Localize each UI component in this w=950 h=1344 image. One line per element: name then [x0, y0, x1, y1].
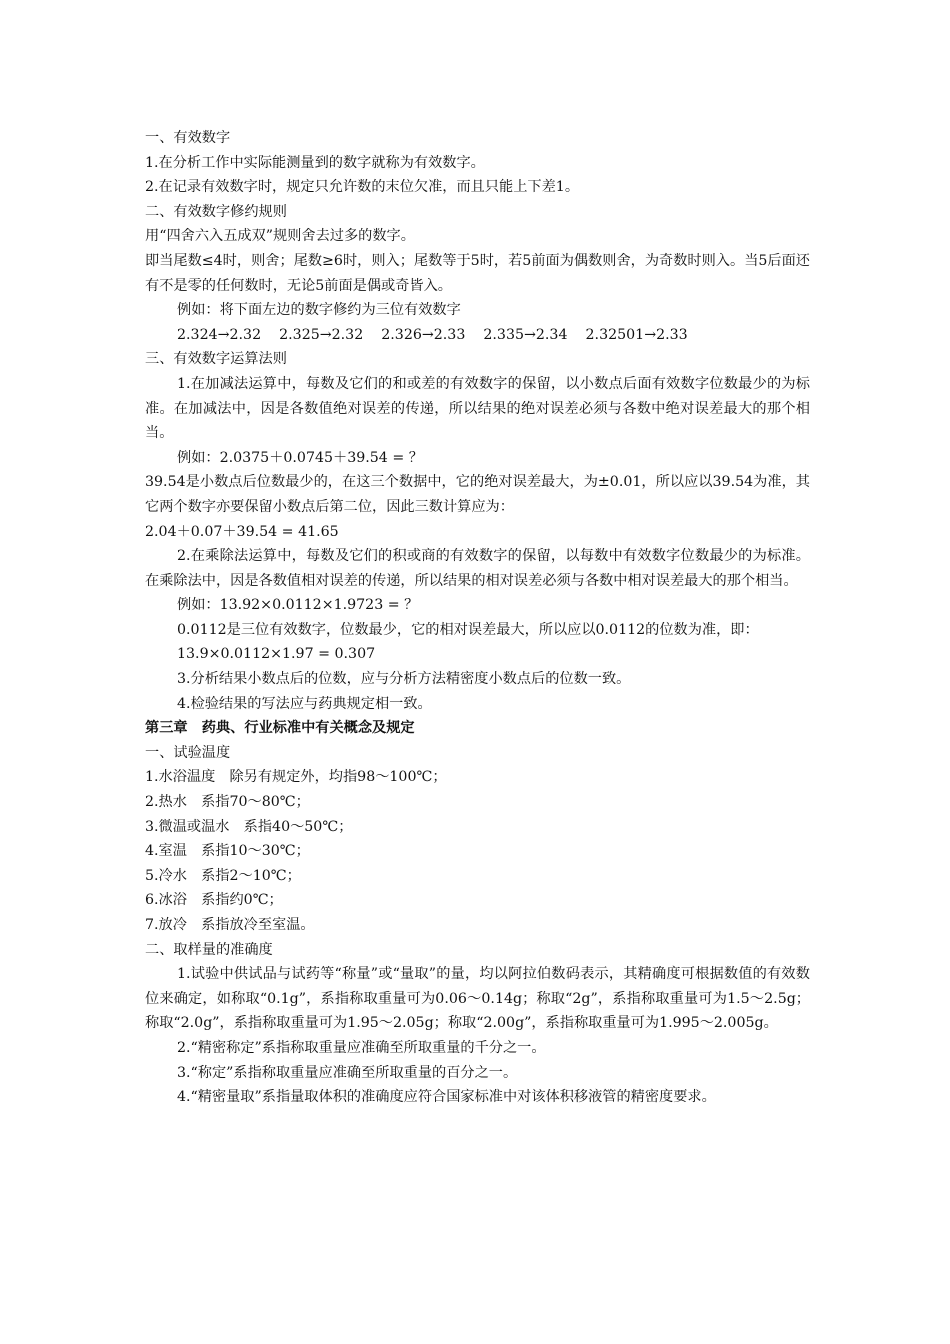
list-item: 1.水浴温度 除另有规定外，均指98～100℃； [145, 769, 447, 786]
paragraph: 2.在乘除法运算中，每数及它们的积或商的有效数字的保留，以每数中有效数字位数最少的为标准。在乘除法中，因是各数值相对误差的传递，所以结果的相对误差必须与各数中相对误差最大的那个相当。 [145, 548, 810, 589]
list-item: 6.冰浴 系指约0℃； [145, 892, 283, 909]
list-item: 3.微温或温水 系指40～50℃； [145, 818, 353, 835]
text-line: 3.分析结果小数点后的位数，应与分析方法精密度小数点后的位数一致。 [177, 671, 631, 688]
example-line: 例如：13.92×0.0112×1.9723 = ？ [177, 597, 419, 614]
section-heading: 二、取样量的准确度 [145, 941, 273, 958]
paragraph: 39.54是小数点后位数最少的，在这三个数据中，它的绝对误差最大，为±0.01，所以应以39.54为准，其它两个数字亦要保留小数点后第二位，因此三数计算应为： [145, 474, 810, 515]
chapter-title: 第三章 药典、行业标准中有关概念及规定 [145, 720, 415, 737]
paragraph: 4.“精密量取”系指量取体积的准确度应符合国家标准中对该体积移液管的精密度要求。 [177, 1089, 716, 1106]
list-item: 5.冷水 系指2～10℃； [145, 867, 301, 884]
formula-line: 13.9×0.0112×1.97 = 0.307 [177, 646, 376, 663]
text-line: 4.检验结果的写法应与药典规定相一致。 [177, 695, 432, 712]
text-line: 2.“精密称定”系指称取重量应准确至所取重量的千分之一。 [177, 1039, 546, 1056]
paragraph: 1.在加减法运算中，每数及它们的和或差的有效数字的保留，以小数点后面有效数字位数最少的为标准。在加减法中，因是各数值绝对误差的传递，所以结果的绝对误差必须与各数中绝对误差最大的那个相当。 [145, 375, 810, 442]
list-item: 2.热水 系指70～80℃； [145, 794, 310, 811]
list-item: 7.放冷 系指放冷至室温。 [145, 917, 315, 933]
list-item: 4.室温 系指10～30℃； [145, 843, 310, 860]
paragraph: 即当尾数≤4时，则舍；尾数≥6时，则入；尾数等于5时，若5前面为偶数则舍，为奇数时则入。当5后面还有不是零的任何数时，无论5前面是偶或奇皆入。 [145, 252, 810, 294]
text-line: 用“四舍六入五成双”规则舍去过多的数字。 [145, 228, 415, 245]
example-line: 例如：将下面左边的数字修约为三位有效数字 [177, 302, 461, 319]
section-heading: 三、有效数字运算法则 [145, 351, 287, 368]
section-heading: 一、试验温度 [145, 744, 231, 761]
paragraph: 1.试验中供试品与试药等“称量”或“量取”的量，均以阿拉伯数码表示，其精确度可根据数值的有效数位来确定，如称取“0.1g”，系指称取重量可为0.06～0.14g；称取“2g”，系指称取重量可为1.5～2.5g；称取“2.0g”，系指称取重量可为1.95～2.05g；称取“2.00g”，系指称取重量可为1.995～2.005g。 [145, 966, 810, 1032]
text-line: 1.在分析工作中实际能测量到的数字就称为有效数字。 [145, 154, 485, 171]
section-heading: 二、有效数字修约规则 [145, 203, 287, 220]
paragraph: 0.0112是三位有效数字，位数最少，它的相对误差最大，所以应以0.0112的位数为准，即： [177, 621, 759, 638]
rounding-examples: 2.324→2.32 2.325→2.32 2.326→2.33 2.335→2.34 2.32501→2.33 [177, 326, 688, 343]
formula-line: 2.04＋0.07＋39.54 = 41.65 [145, 523, 339, 540]
text-line: 2.在记录有效数字时，规定只允许数的末位欠准，而且只能上下差1。 [145, 179, 580, 196]
example-line: 例如：2.0375＋0.0745＋39.54 = ？ [177, 449, 423, 466]
document-page [145, 126, 810, 1110]
section-heading: 一、有效数字 [145, 130, 231, 146]
text-line: 3.“称定”系指称取重量应准确至所取重量的百分之一。 [177, 1064, 518, 1081]
